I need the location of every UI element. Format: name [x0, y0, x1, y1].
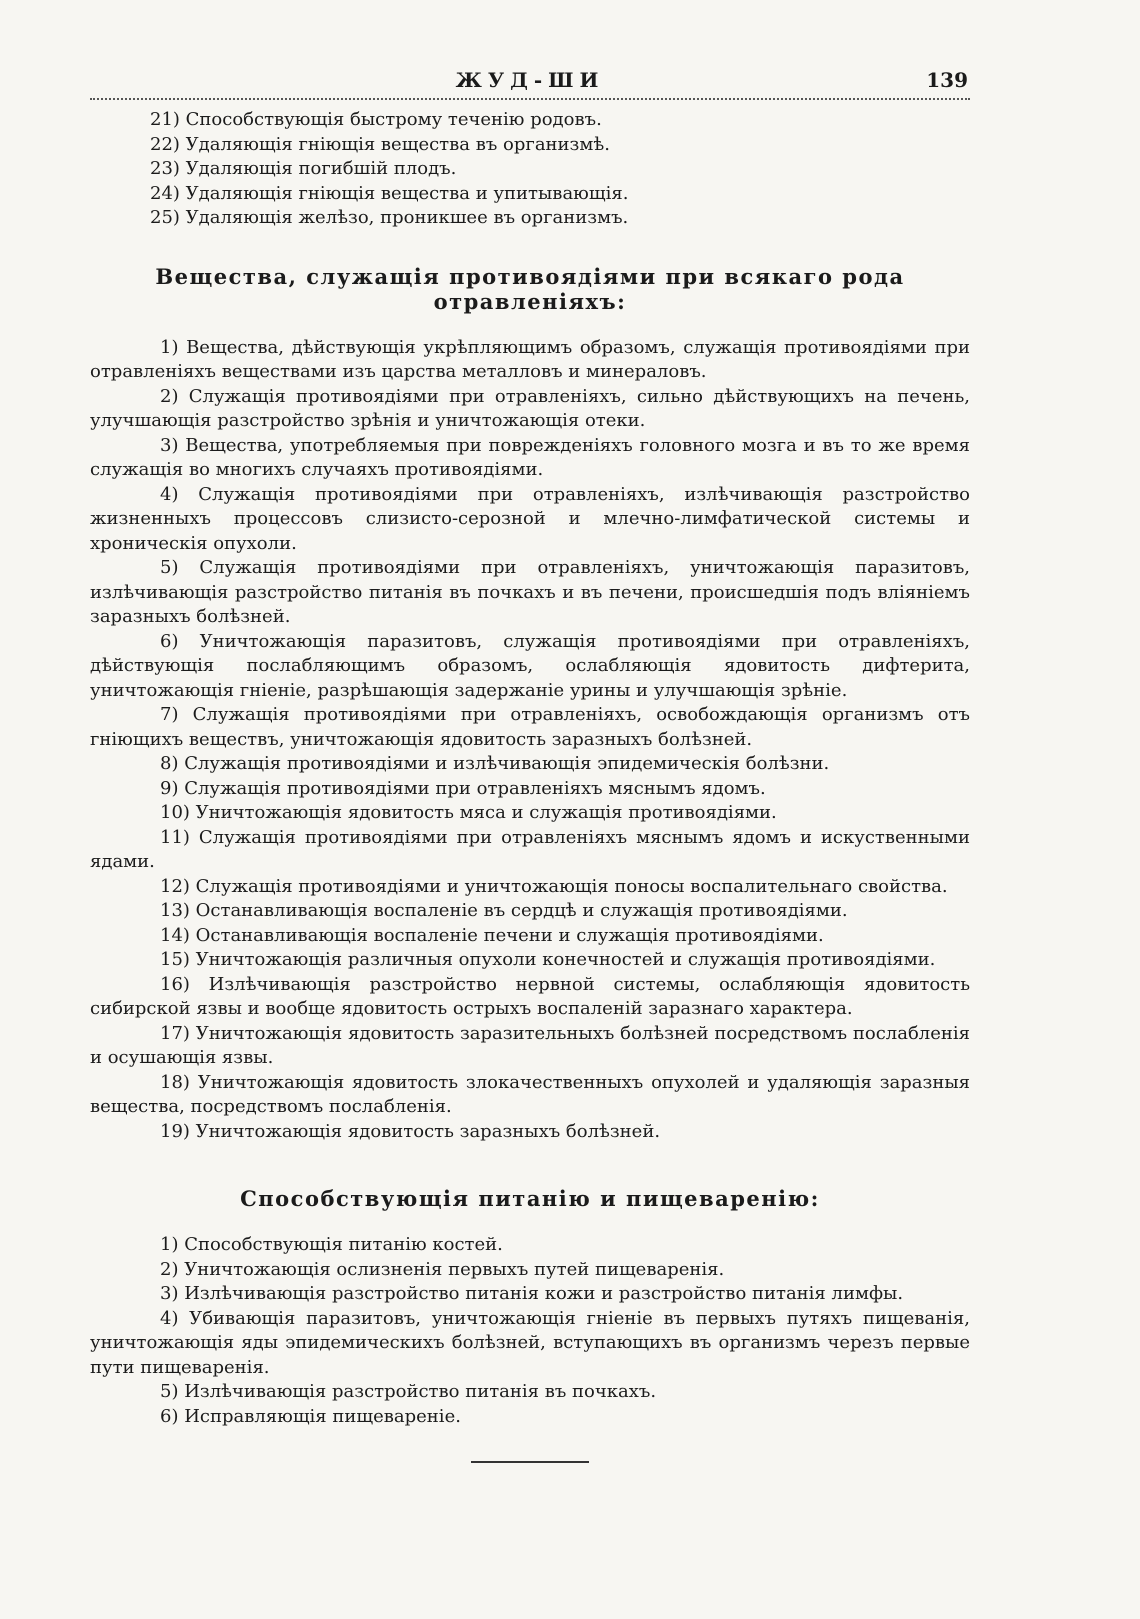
- list-item: 6) Уничтожающія паразитовъ, служащія противоядіями при отравленіяхъ, дѣйствующія послабляющимъ образомъ, ослабляющія ядовитость дифтерита, уничтожающія гніеніе, разрѣшающія задержаніе урины и улучшающія зрѣніе.: [90, 630, 970, 701]
- list-item: 4) Убивающія паразитовъ, уничтожающія гніеніе въ первыхъ путяхъ пищеванія, уничтожающія яды эпидемическихъ болѣзней, вступающихъ въ организмъ черезъ первые пути пищеваренія.: [90, 1307, 970, 1378]
- list-item: 5) Излѣчивающія разстройство питанія въ почкахъ.: [160, 1381, 657, 1402]
- list-item: 3) Вещества, употребляемыя при поврежденіяхъ головного мозга и въ то же время служащія во многихъ случаяхъ противоядіями.: [90, 434, 970, 480]
- list-item: 13) Останавливающія воспаленіе въ сердцѣ и служащія противоядіями.: [160, 900, 848, 921]
- list-item: 14) Останавливающія воспаленіе печени и служащія противоядіями.: [160, 924, 824, 946]
- list-item: 3) Излѣчивающія разстройство питанія кожи и разстройство питанія лимфы.: [160, 1283, 904, 1304]
- list-item: 12) Служащія противоядіями и уничтожающія поносы воспалительнаго свойства.: [160, 875, 948, 897]
- nutrition-list: [90, 1233, 970, 1429]
- running-head: ЖУД-ШИ: [455, 68, 605, 92]
- list-item: 1) Способствующія питанію костей.: [160, 1234, 503, 1255]
- antidotes-list: [90, 336, 970, 1145]
- list-item: 18) Уничтожающія ядовитость злокачественныхъ опухолей и удаляющія заразныя вещества, посредствомъ послабленія.: [90, 1071, 970, 1117]
- list-item: 5) Служащія противоядіями при отравленіяхъ, уничтожающія паразитовъ, излѣчивающія разстройство питанія въ почкахъ и въ печени, происшедшія подъ вліяніемъ заразныхъ болѣзней.: [90, 557, 970, 627]
- list-item: 19) Уничтожающія ядовитость заразныхъ болѣзней.: [160, 1120, 661, 1142]
- list-item: 8) Служащія противоядіями и излѣчивающія эпидемическія болѣзни.: [160, 753, 830, 774]
- list-item: 11) Служащія противоядіями при отравленіяхъ мяснымъ ядомъ и искуственными ядами.: [90, 826, 970, 872]
- list-item: 22) Удаляющія гніющія вещества въ организмѣ.: [150, 133, 610, 155]
- list-item: 6) Исправляющія пищевареніе.: [160, 1405, 461, 1427]
- list-item: 4) Служащія противоядіями при отравленіяхъ, излѣчивающія разстройство жизненныхъ процессовъ слизисто-серозной и млечно-лимфатической системы и хроническія опухоли.: [90, 483, 970, 554]
- page-number: 139: [926, 68, 968, 92]
- section-heading-antidotes: Вещества, служащія противоядіями при всякаго рода отравленіяхъ:: [155, 263, 905, 314]
- list-item: 24) Удаляющія гніющія вещества и упитывающія.: [150, 182, 629, 204]
- list-item: 16) Излѣчивающія разстройство нервной системы, ослабляющія ядовитость сибирской язвы и вообще ядовитость острыхъ воспаленій заразнаго характера.: [90, 973, 970, 1019]
- list-item: 2) Уничтожающія ослизненія первыхъ путей пищеваренія.: [160, 1258, 725, 1280]
- list-item: 2) Служащія противоядіями при отравленіяхъ, сильно дѣйствующихъ на печень, улучшающія разстройство зрѣнія и уничтожающія отеки.: [90, 385, 970, 431]
- list-item: 10) Уничтожающія ядовитость мяса и служащія противоядіями.: [160, 802, 777, 823]
- page-header: [90, 64, 970, 100]
- list-item: 23) Удаляющія погибшій плодъ.: [150, 158, 457, 179]
- page: [90, 64, 970, 1463]
- list-item: 9) Служащія противоядіями при отравленіяхъ мяснымъ ядомъ.: [160, 777, 766, 799]
- list-item: 17) Уничтожающія ядовитость заразительныхъ болѣзней посредствомъ послабленія и осушающія язвы.: [90, 1022, 970, 1068]
- continued-list: [90, 108, 970, 231]
- list-item: 25) Удаляющія желѣзо, проникшее въ организмъ.: [150, 207, 629, 228]
- list-item: 15) Уничтожающія различныя опухоли конечностей и служащія противоядіями.: [160, 949, 936, 970]
- end-rule-divider: [471, 1461, 589, 1463]
- list-item: 21) Способствующія быстрому теченію родовъ.: [150, 109, 602, 130]
- list-item: 1) Вещества, дѣйствующія укрѣпляющимъ образомъ, служащія противоядіями при отравленіяхъ веществами изъ царства металловъ и минераловъ.: [90, 336, 970, 382]
- list-item: 7) Служащія противоядіями при отравленіяхъ, освобождающія организмъ отъ гніющихъ веществъ, уничтожающія ядовитость заразныхъ болѣзней.: [90, 704, 970, 750]
- section-heading-nutrition: Способствующія питанію и пищеваренію:: [240, 1186, 820, 1211]
